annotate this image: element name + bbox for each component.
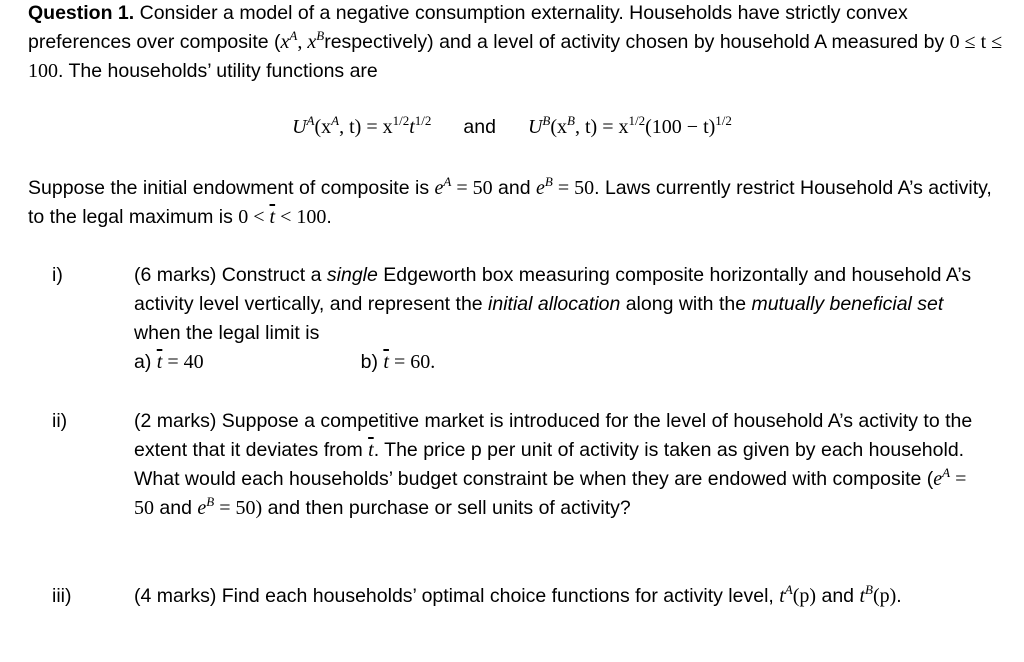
equation-and: and <box>463 116 496 138</box>
part-ii-number: ii) <box>52 410 68 432</box>
part-i-number: i) <box>52 264 63 286</box>
part-i-a: a) $\overline{t} = 40$ <box>134 351 204 373</box>
utility-a: $U^A(x^A$, $t) = x^{1/2}t^{1/2}$ <box>292 113 432 138</box>
part-i-text: (6 marks) Construct a single Edgeworth box measuring composite horizontally and household A’s activity level vertically, and represent the initial allocation along with the mutually beneficial set when the legal limit is a) $\overline{t} = 40$ b) $\overline{t} = 60$. <box>134 261 974 377</box>
part-iii-text: (4 marks) Find each households’ optimal choice functions for activity level, $t^A(p)$ and $t^B(p)$. <box>134 582 902 607</box>
intro-text-2: respectively) and a level of activity chosen by household A measured by <box>324 31 950 53</box>
composite-vars: $x^A$, $x^B$ <box>280 28 325 53</box>
question-heading: Question 1. <box>28 2 135 24</box>
endowment-paragraph: Suppose the initial endowment of composite is $e^A = 50$ and $e^B = 50$. Laws currently restrict Household A’s activity, to the legal maximum is $0 < \overline{t} < 100$. <box>28 174 992 228</box>
utility-b: $U^B(x^B$, $t) = x^{1/2}(100 - t)^{1/2}$ <box>527 113 732 138</box>
activity-range: 0 ≤ t ≤ 100 <box>28 31 1003 82</box>
part-iii-number: iii) <box>52 585 72 607</box>
question-intro <box>28 0 1008 86</box>
part-ii-text: (2 marks) Suppose a competitive market is introduced for the level of household A’s activity to the extent that it deviates from $\overline{t}$. The price p per unit of activity is taken as given by each household. What would each households’ budget constraint be when they are endowed with composite ($e^A = 50$ and $e^B = 50$) and then purchase or sell units of activity? <box>134 410 973 519</box>
utility-equations <box>0 113 1024 142</box>
part-i-b: b) $\overline{t} = 60$. <box>360 351 436 373</box>
intro-text-1: Consider a model of a negative consumption externality. Households have strictly convex preferences over composite ( <box>28 2 908 53</box>
intro-text-3: . The households’ utility functions are <box>58 60 378 82</box>
